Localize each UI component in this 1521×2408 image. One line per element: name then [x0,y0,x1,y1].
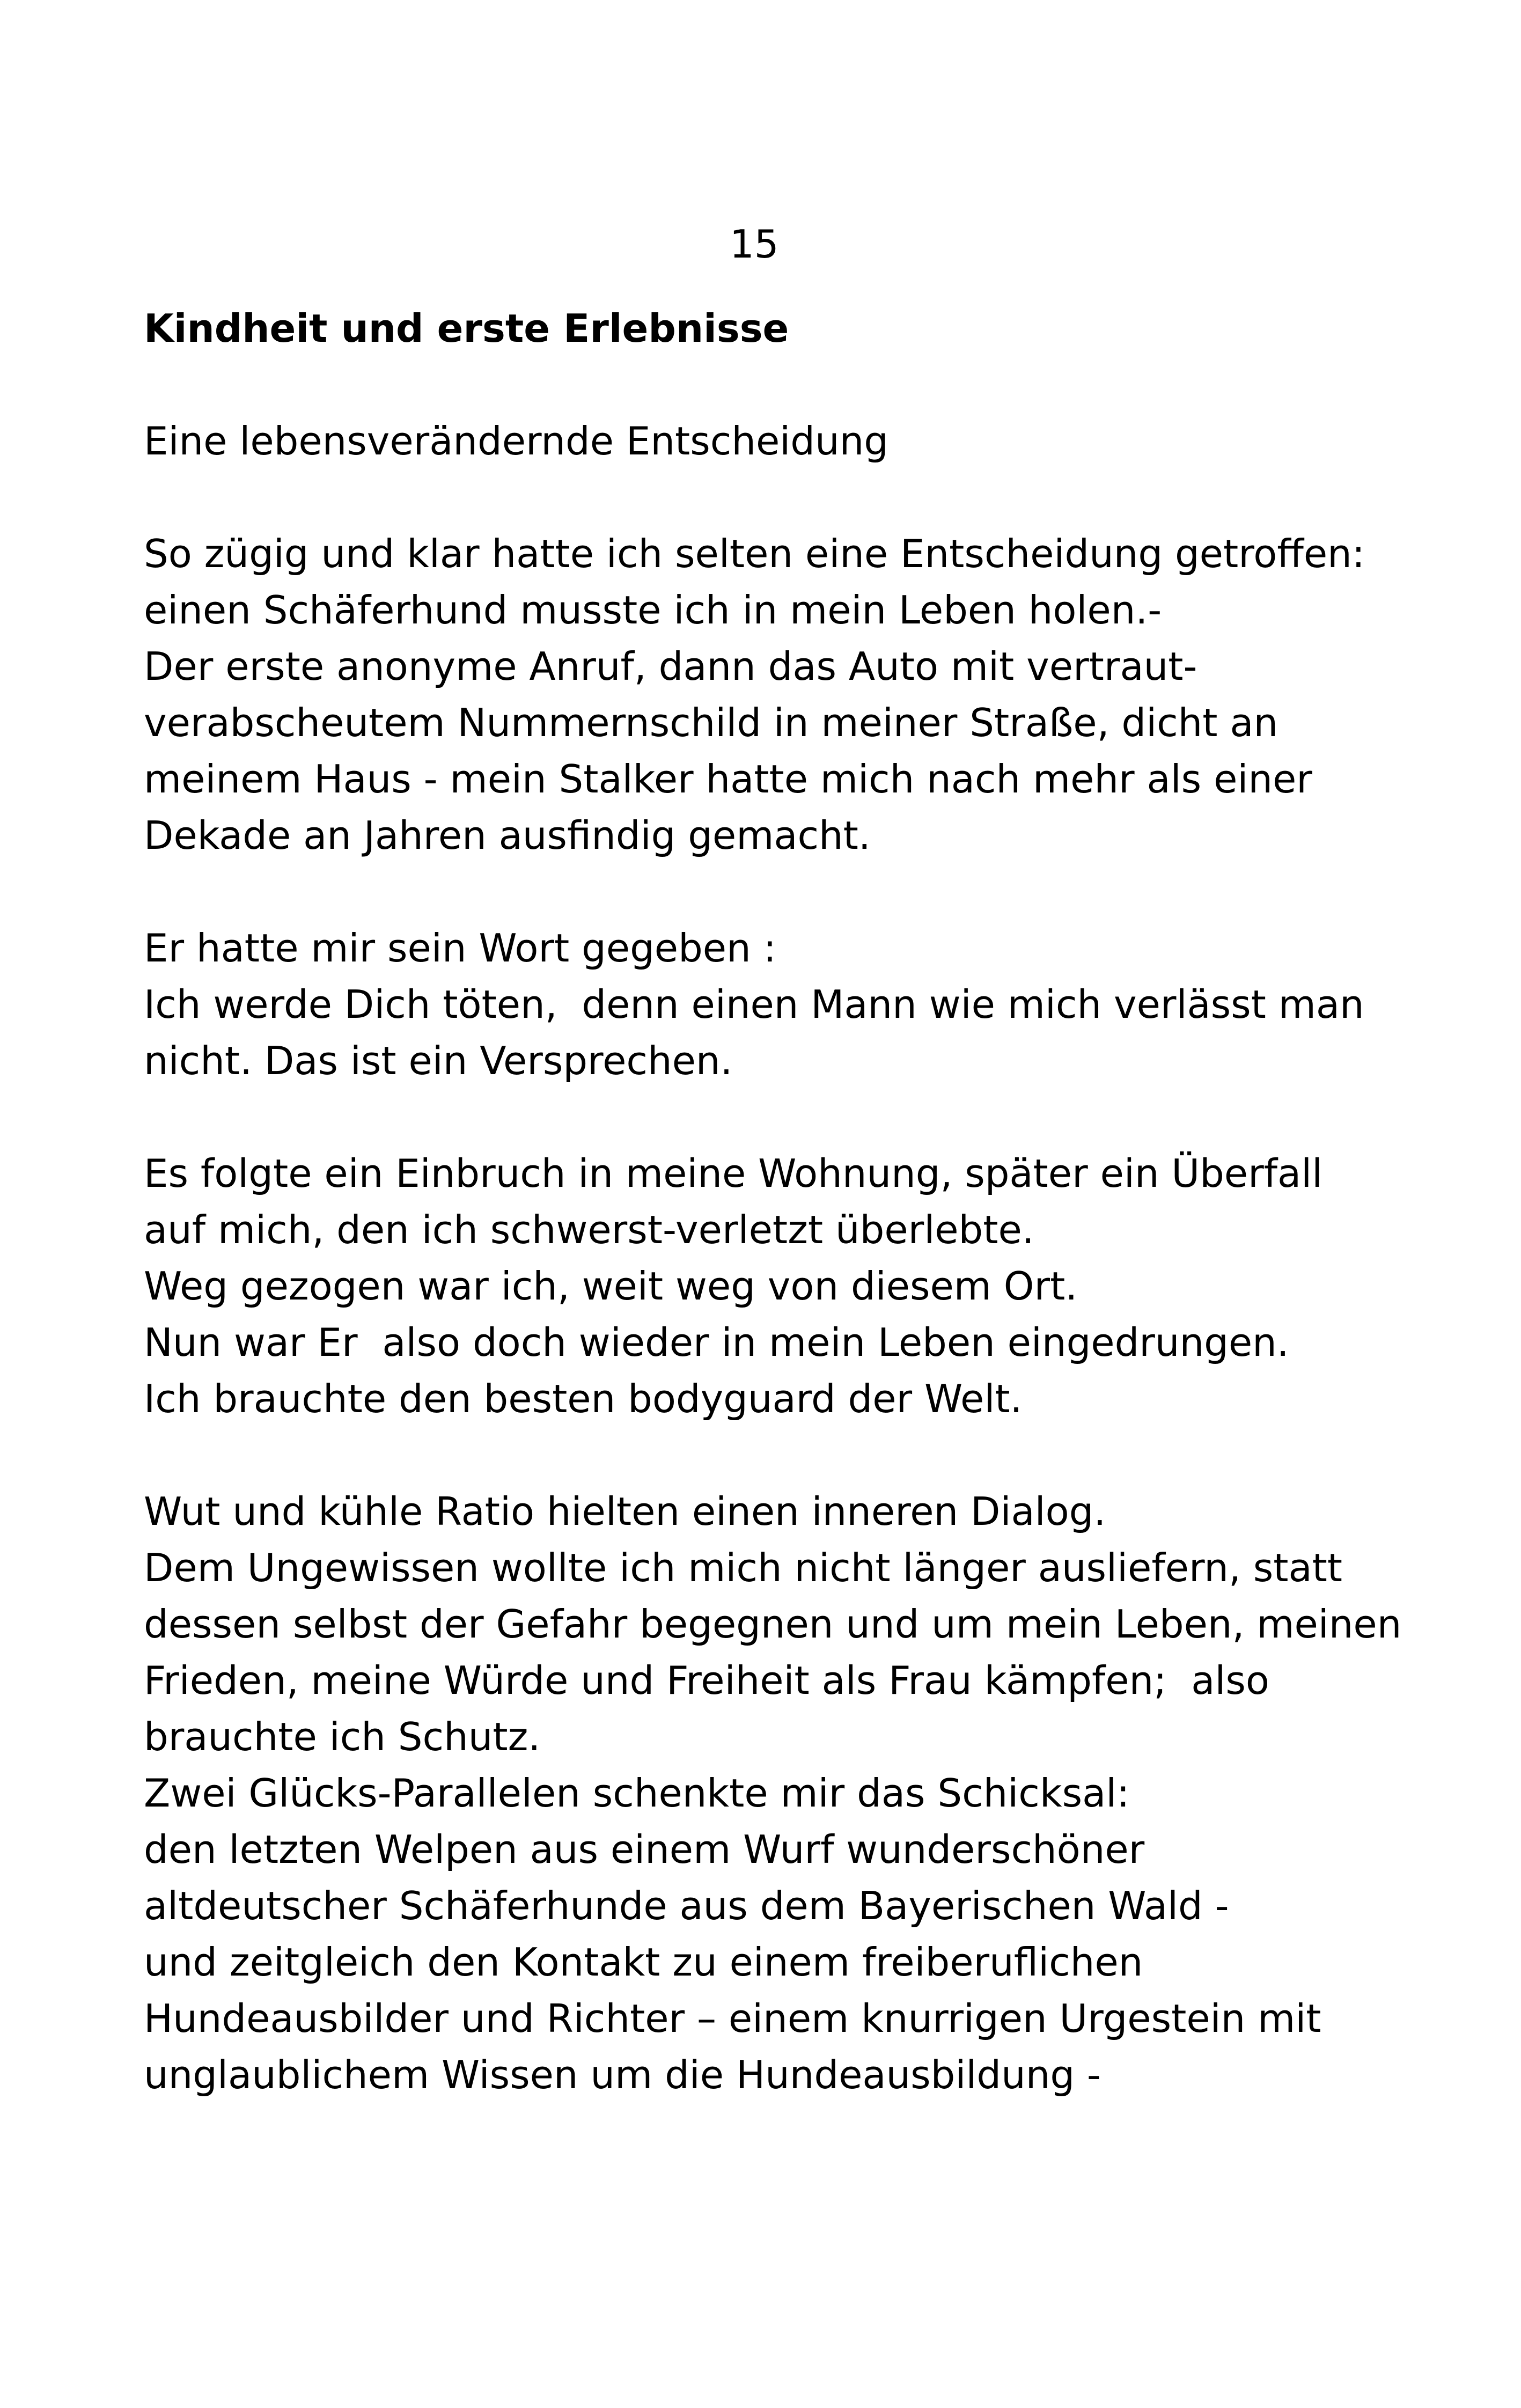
text-line: Weg gezogen war ich, weit weg von diesem Ort. [144,1264,1078,1309]
text-line: Der erste anonyme Anruf, dann das Auto mit vertraut- [144,644,1197,689]
text-line: verabscheutem Nummernschild in meiner Straße, dicht an [144,700,1278,745]
paragraph-4 [144,1484,1431,2103]
paragraph-1 [144,526,1431,864]
text-line: dessen selbst der Gefahr begegnen und um mein Leben, meinen [144,1602,1402,1647]
spacer [144,1089,1431,1146]
text-line: Wut und kühle Ratio hielten einen inneren Dialog. [144,1489,1106,1534]
text-line: Dem Ungewissen wollte ich mich nicht länger ausliefern, statt [144,1545,1343,1590]
spacer [144,469,1431,526]
chapter-title: Kindheit und erste Erlebnisse [144,306,789,351]
text-line: altdeutscher Schäferhunde aus dem Bayerischen Wald - [144,1883,1229,1928]
text-line: nicht. Das ist ein Versprechen. [144,1038,733,1083]
text-line: den letzten Welpen aus einem Wurf wunderschöner [144,1827,1145,1872]
text-line: Nun war Er also doch wieder in mein Leben eingedrungen. [144,1320,1289,1365]
text-line: brauchte ich Schutz. [144,1714,541,1759]
text-line: meinem Haus - mein Stalker hatte mich nach mehr als einer [144,757,1312,802]
spacer [144,1427,1431,1484]
spacer [144,357,1431,413]
text-line: Es folgte ein Einbruch in meine Wohnung, später ein Überfall [144,1151,1323,1196]
paragraph-2 [144,920,1431,1089]
text-line: Ich brauchte den besten bodyguard der Welt. [144,1376,1023,1421]
text-line: und zeitgleich den Kontakt zu einem freiberuflichen [144,1940,1143,1985]
text-line: Dekade an Jahren ausfindig gemacht. [144,813,871,858]
text-line: unglaublichem Wissen um die Hundeausbildung - [144,2052,1101,2097]
text-line: So zügig und klar hatte ich selten eine Entscheidung getroffen: [144,531,1365,576]
text-line: Er hatte mir sein Wort gegeben : [144,926,776,971]
section-title: Eine lebensverändernde Entscheidung [144,419,888,464]
text-line: Frieden, meine Würde und Freiheit als Frau kämpfen; also [144,1658,1269,1703]
text-block [144,300,1431,2103]
spacer [144,864,1431,920]
paragraph-3 [144,1146,1431,1427]
page-number: 15 [730,222,779,267]
text-line: auf mich, den ich schwerst-verletzt überlebte. [144,1207,1034,1252]
text-line: Hundeausbilder und Richter – einem knurrigen Urgestein mit [144,1996,1321,2041]
text-line: Ich werde Dich töten, denn einen Mann wie mich verlässt man [144,982,1364,1027]
text-line: Zwei Glücks-Parallelen schenkte mir das Schicksal: [144,1771,1130,1816]
text-line: einen Schäferhund musste ich in mein Leben holen.- [144,588,1162,633]
